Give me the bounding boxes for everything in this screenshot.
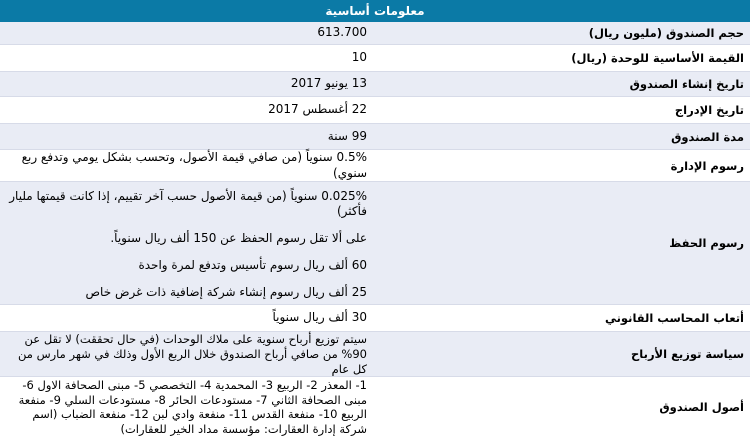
fund-duration-value: 99 سنة <box>0 124 375 150</box>
table-row-custody-fee <box>0 182 750 305</box>
listing-date-label: تاريخ الإدراج <box>375 97 750 124</box>
fund-duration-label: مدة الصندوق <box>375 124 750 150</box>
management-fee-value: 0.5% سنوياً (من صافي قيمة الأصول، وتحسب بشكل يومي وتدفع ربع سنوي) <box>0 150 375 182</box>
table-row-inception-date <box>0 72 750 97</box>
table-row-fund-assets <box>0 377 750 437</box>
table-header: معلومات أساسية <box>0 0 750 22</box>
table-row-fund-duration <box>0 124 750 150</box>
inception-date-label: تاريخ إنشاء الصندوق <box>375 72 750 97</box>
custody-fee-label: رسوم الحفظ <box>375 182 750 305</box>
inception-date-value: 13 يونيو 2017 <box>0 72 375 97</box>
table-row-auditor-fee <box>0 305 750 332</box>
unit-value-value: 10 <box>0 45 375 72</box>
dividend-policy-value: سيتم توزيع أرباح سنوية على ملاك الوحدات (في حال تحققت) لا تقل عن 90% من صافي أرباح الصندوق خلال الربع الأول وذلك في شهر مارس من كل عام <box>0 332 375 377</box>
table-row-unit-value <box>0 45 750 72</box>
fund-size-value: 613.700 <box>0 22 375 45</box>
table-header-row <box>0 0 750 22</box>
listing-date-value: 22 أغسطس 2017 <box>0 97 375 124</box>
fund-assets-label: أصول الصندوق <box>375 377 750 437</box>
auditor-fee-value: 30 ألف ريال سنوياً <box>0 305 375 332</box>
management-fee-label: رسوم الإدارة <box>375 150 750 182</box>
custody-fee-line: 25 ألف ريال رسوم إنشاء شركة إضافية ذات غرض خاص <box>85 284 367 299</box>
table-row-fund-size <box>0 22 750 45</box>
custody-fee-value <box>0 182 375 305</box>
unit-value-label: القيمة الأساسية للوحدة (ريال) <box>375 45 750 72</box>
table-row-management-fee <box>0 150 750 182</box>
fund-assets-value: 1- المعذر 2- الربيع 3- المحمدية 4- التخصصي 5- مبنى الصحافة الاول 6- مبنى الصحافة الثاني 7- مستودعات الحائر 8- مستودعات السلي 9- منفعة الربيع 10- منفعة القدس 11- منفعة وادي لبن 12- منفعة الضباب (اسم شركة إدارة العقارات: مؤسسة مداد الخير للعقارات) <box>0 377 375 437</box>
custody-fee-line: 0.025% سنوياً (من قيمة الأصول حسب آخر تقييم، إذا كانت قيمتها مليار فأكثر) <box>9 189 367 218</box>
auditor-fee-label: أتعاب المحاسب القانوني <box>375 305 750 332</box>
table-row-dividend-policy <box>0 332 750 377</box>
custody-fee-line: 60 ألف ريال رسوم تأسيس وتدفع لمرة واحدة <box>138 257 367 272</box>
dividend-policy-label: سياسة توزيع الأرباح <box>375 332 750 377</box>
custody-fee-line: على ألا تقل رسوم الحفظ عن 150 ألف ريال سنوياً. <box>110 230 367 245</box>
table-row-listing-date <box>0 97 750 124</box>
fund-size-label: حجم الصندوق (مليون ريال) <box>375 22 750 45</box>
